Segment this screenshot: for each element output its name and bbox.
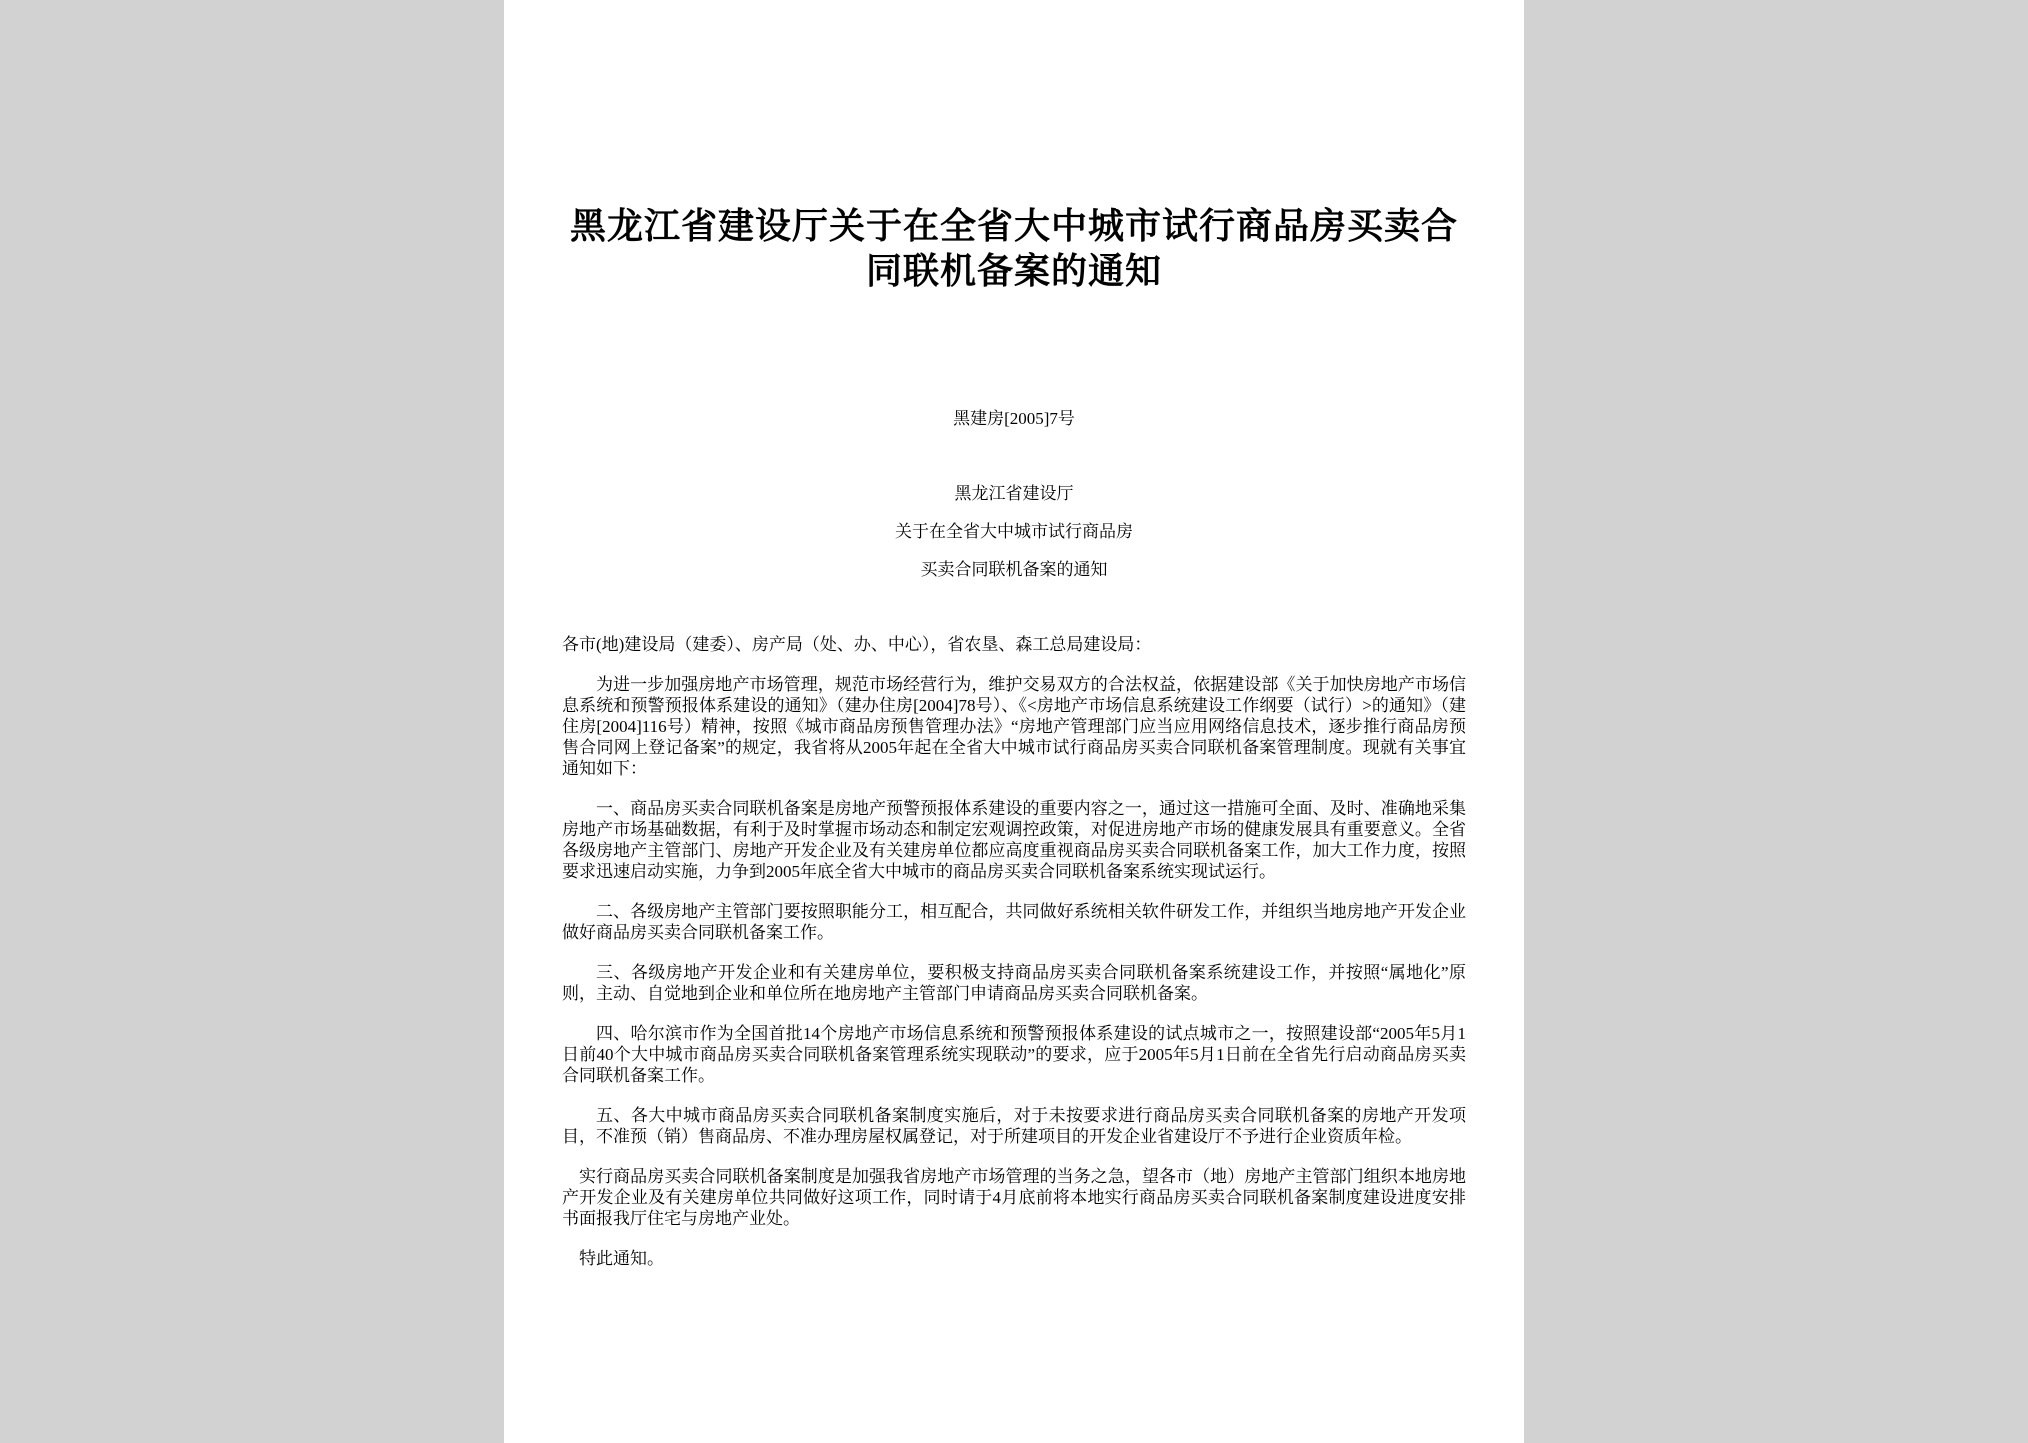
item-2-paragraph: 二、各级房地产主管部门要按照职能分工，相互配合，共同做好系统相关软件研发工作，并组织当地房地产开发企业做好商品房买卖合同联机备案工作。 xyxy=(562,902,1466,942)
subject-line-1: 关于在全省大中城市试行商品房 xyxy=(895,522,1133,541)
subject-line-2: 买卖合同联机备案的通知 xyxy=(920,560,1108,579)
issuer-name: 黑龙江省建设厅 xyxy=(954,484,1074,503)
closing-note: 特此通知。 xyxy=(579,1249,664,1268)
item-5-paragraph: 五、各大中城市商品房买卖合同联机备案制度实施后，对于未按要求进行商品房买卖合同联机备案的房地产开发项目，不准预（销）售商品房、不准办理房屋权属登记，对于所建项目的开发企业省建设厅不予进行企业资质年检。 xyxy=(562,1106,1466,1146)
item-4-paragraph: 四、哈尔滨市作为全国首批14个房地产市场信息系统和预警预报体系建设的试点城市之一，按照建设部“2005年5月1日前40个大中城市商品房买卖合同联机备案管理系统实现联动”的要求，应于2005年5月1日前在全省先行启动商品房买卖合同联机备案工作。 xyxy=(562,1024,1466,1085)
document-title: 黑龙江省建设厅关于在全省大中城市试行商品房买卖合同联机备案的通知 xyxy=(569,206,1458,291)
addressee-line: 各市(地)建设局（建委）、房产局（处、办、中心），省农垦、森工总局建设局： xyxy=(562,635,1152,654)
doc-number: 黑建房[2005]7号 xyxy=(953,409,1075,428)
intro-paragraph: 为进一步加强房地产市场管理，规范市场经营行为，维护交易双方的合法权益，依据建设部《关于加快房地产市场信息系统和预警预报体系建设的通知》（建办住房[2004]78号）、《<房地产市场信息系统建设工作纲要（试行）>的通知》（建住房[2004]116号）精神，按照《城市商品房预售管理办法》“房地产管理部门应当应用网络信息技术，逐步推行商品房预售合同网上登记备案”的规定，我省将从2005年起在全省大中城市试行商品房买卖合同联机备案管理制度。现就有关事宜通知如下： xyxy=(562,675,1466,778)
item-3-paragraph: 三、各级房地产开发企业和有关建房单位，要积极支持商品房买卖合同联机备案系统建设工作，并按照“属地化”原则，主动、自觉地到企业和单位所在地房地产主管部门申请商品房买卖合同联机备案。 xyxy=(562,963,1466,1003)
closing-paragraph: 实行商品房买卖合同联机备案制度是加强我省房地产市场管理的当务之急，望各市（地）房地产主管部门组织本地房地产开发企业及有关建房单位共同做好这项工作，同时请于4月底前将本地实行商品房买卖合同联机备案制度建设进度安排书面报我厅住宅与房地产业处。 xyxy=(562,1167,1466,1228)
inner-heading-block xyxy=(562,483,1466,580)
document-page xyxy=(504,0,1524,1443)
item-1-paragraph: 一、商品房买卖合同联机备案是房地产预警预报体系建设的重要内容之一，通过这一措施可全面、及时、准确地采集房地产市场基础数据，有利于及时掌握市场动态和制定宏观调控政策，对促进房地产市场的健康发展具有重要意义。全省各级房地产主管部门、房地产开发企业及有关建房单位都应高度重视商品房买卖合同联机备案工作，加大工作力度，按照要求迅速启动实施，力争到2005年底全省大中城市的商品房买卖合同联机备案系统实现试运行。 xyxy=(562,799,1466,881)
